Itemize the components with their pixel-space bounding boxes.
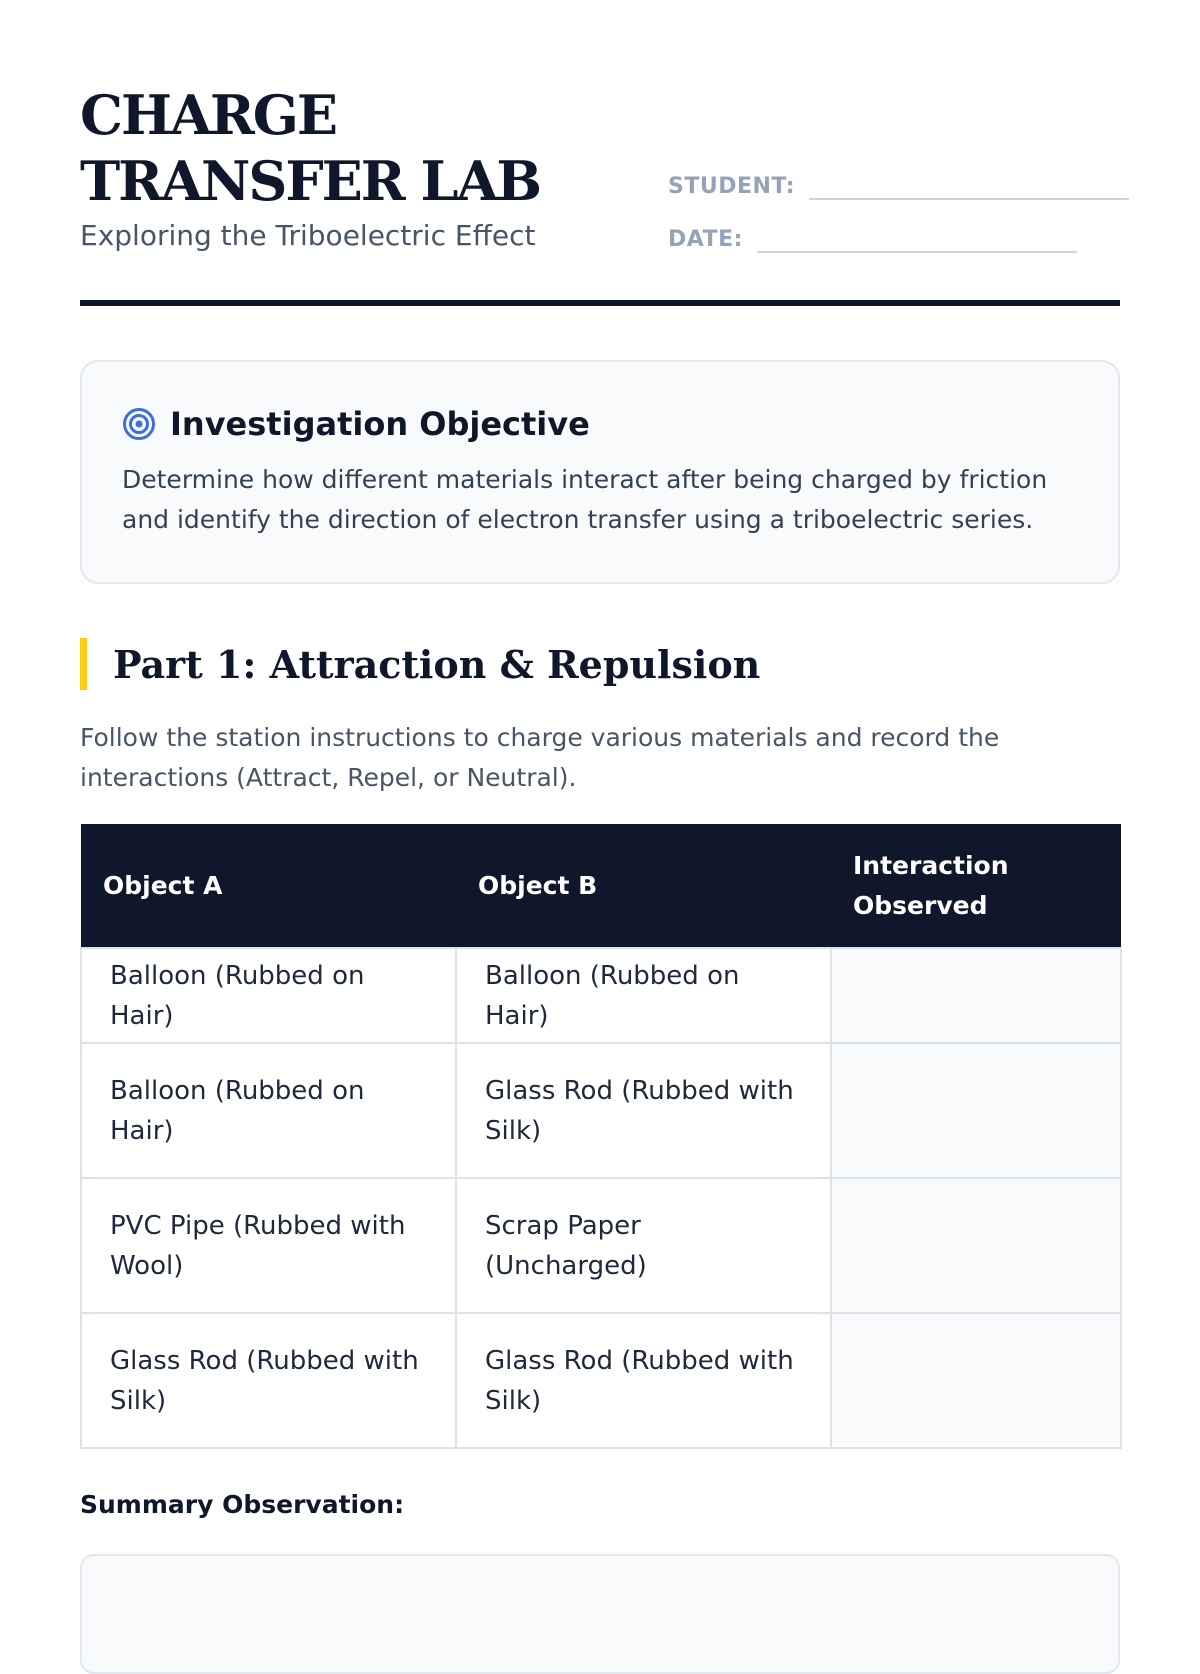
- table-row: [81, 1313, 1121, 1448]
- part1-title: Part 1: Attraction & Repulsion: [113, 641, 761, 687]
- interaction-answer-cell[interactable]: [831, 1043, 1121, 1178]
- table-row: [81, 948, 1121, 1043]
- page-subtitle: Exploring the Triboelectric Effect: [80, 219, 536, 252]
- part1-description: Follow the station instructions to charge various materials and record the interactions (Attract, Repel, or Neutral).: [80, 723, 1000, 792]
- interaction-answer-cell[interactable]: [831, 1313, 1121, 1448]
- object-b-cell: Glass Rod (Rubbed with Silk): [456, 1313, 831, 1448]
- worksheet-page: [80, 0, 1120, 1519]
- objective-title: Investigation Objective: [170, 405, 590, 443]
- column-header-object-a: Object A: [81, 824, 456, 948]
- worksheet-header: [80, 0, 1120, 305]
- objective-header: [122, 402, 1078, 446]
- target-icon: [122, 407, 156, 441]
- summary-label: Summary Observation:: [80, 1490, 405, 1519]
- object-b-cell: Glass Rod (Rubbed with Silk): [456, 1043, 831, 1178]
- section-accent-bar: [80, 638, 87, 690]
- student-input-line[interactable]: [809, 170, 1129, 200]
- column-header-interaction: Interaction Observed: [831, 824, 1121, 948]
- object-b-cell: Scrap Paper (Uncharged): [456, 1178, 831, 1313]
- object-a-cell: Glass Rod (Rubbed with Silk): [81, 1313, 456, 1448]
- table-header-row: [81, 824, 1121, 948]
- summary-answer-box[interactable]: [80, 1554, 1120, 1674]
- student-label: STUDENT:: [668, 174, 796, 199]
- part1-heading: [80, 638, 760, 690]
- page-title: CHARGE TRANSFER LAB: [80, 83, 540, 213]
- object-a-cell: Balloon (Rubbed on Hair): [81, 948, 456, 1043]
- objective-text: Determine how different materials interact after being charged by friction and identify the direction of electron transfer using a triboelectric series.: [122, 465, 1048, 534]
- interaction-answer-cell[interactable]: [831, 948, 1121, 1043]
- column-header-object-b: Object B: [456, 824, 831, 948]
- object-b-cell: Balloon (Rubbed on Hair): [456, 948, 831, 1043]
- student-field: [668, 170, 1129, 200]
- objective-card: [80, 360, 1120, 584]
- object-a-cell: Balloon (Rubbed on Hair): [81, 1043, 456, 1178]
- interaction-answer-cell[interactable]: [831, 1178, 1121, 1313]
- table-row: [81, 1178, 1121, 1313]
- date-field: [668, 223, 1077, 253]
- date-input-line[interactable]: [757, 223, 1077, 253]
- interaction-table: [80, 824, 1122, 1449]
- table-row: [81, 1043, 1121, 1178]
- header-divider: [80, 300, 1120, 306]
- object-a-cell: PVC Pipe (Rubbed with Wool): [81, 1178, 456, 1313]
- date-label: DATE:: [668, 227, 743, 252]
